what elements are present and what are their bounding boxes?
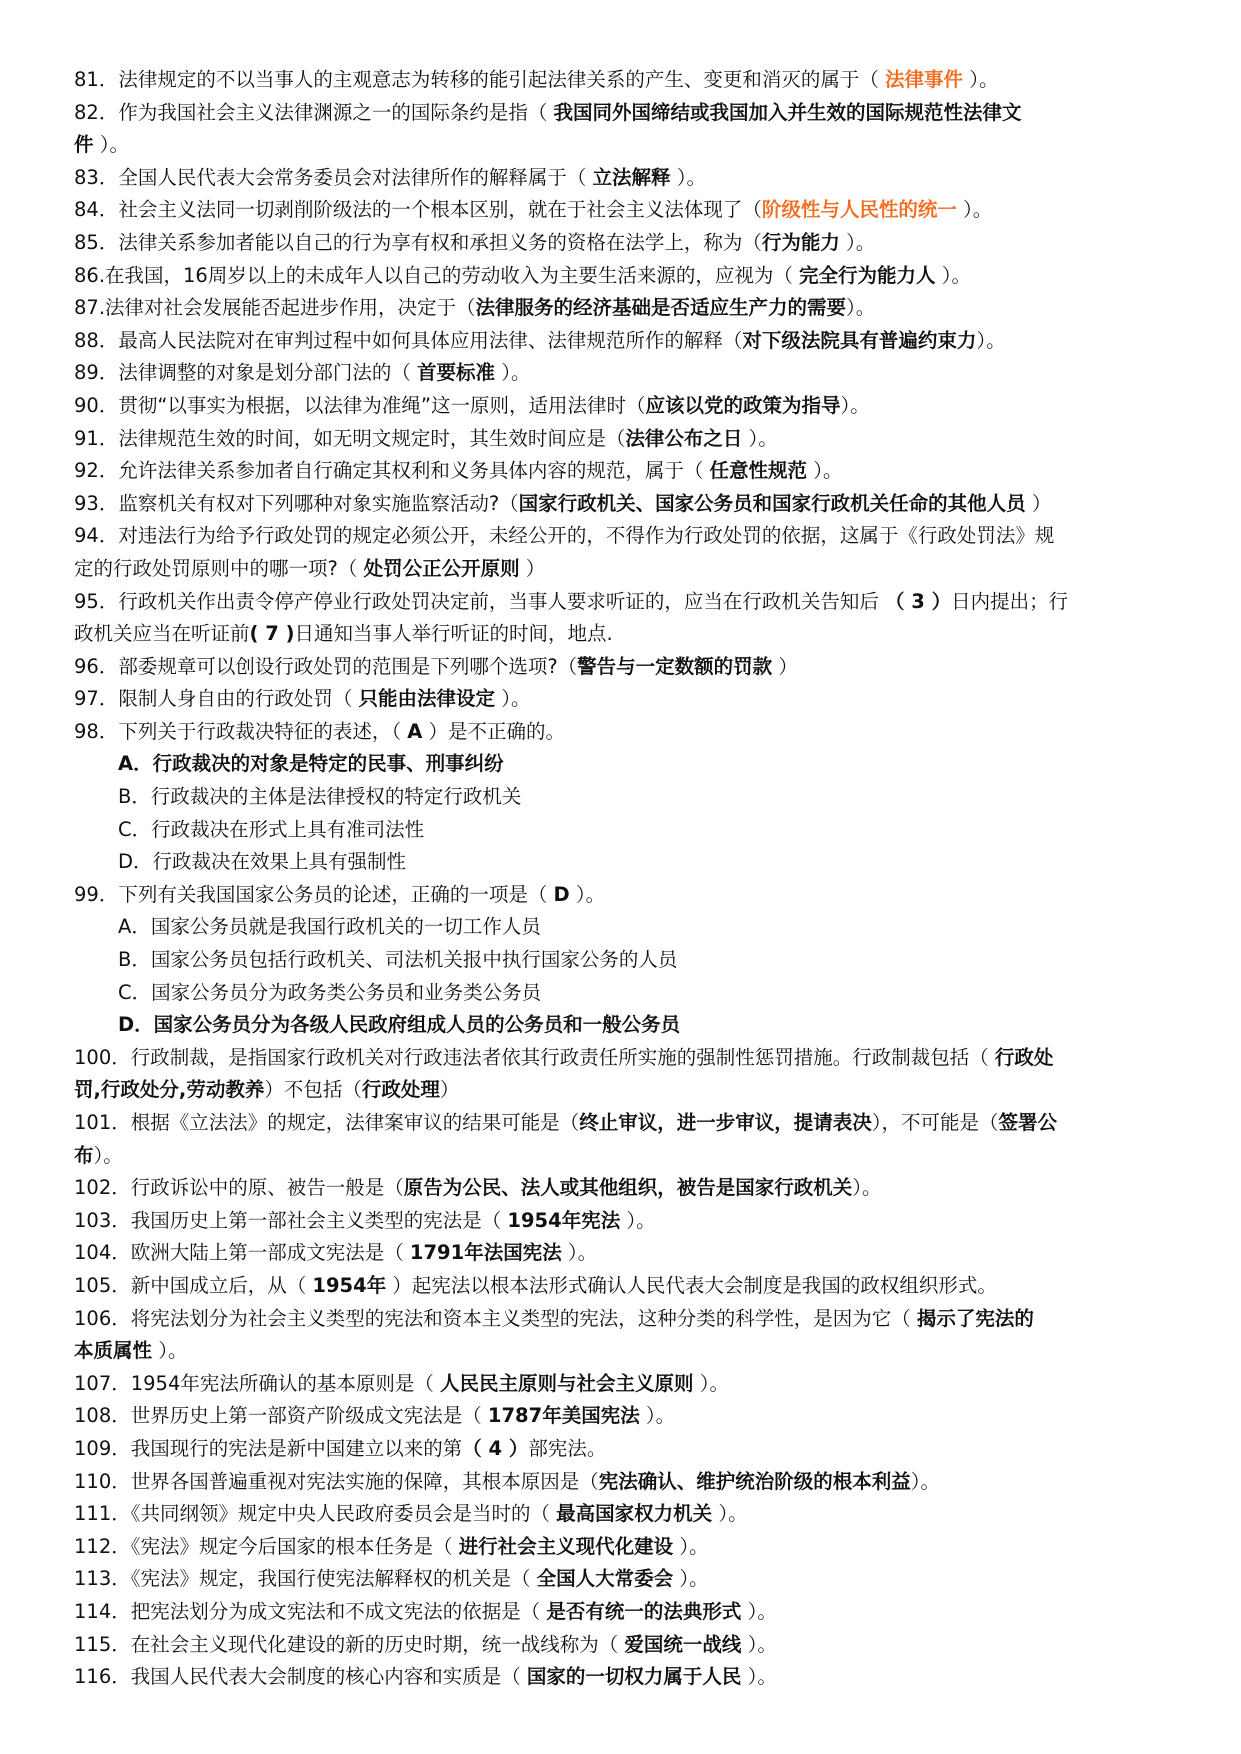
option-line: [74, 1009, 1179, 1042]
question-line: [74, 325, 1179, 358]
question-line: [74, 1531, 1179, 1564]
answer-text: 布: [74, 1143, 94, 1167]
question-text: 83．全国人民代表大会常务委员会对法律所作的解释属于（: [74, 165, 593, 189]
question-text: ）。: [673, 1534, 709, 1558]
question-line: [74, 1335, 1179, 1368]
answer-text: 只能由法律设定: [358, 687, 496, 711]
answer-text: 签署公: [998, 1111, 1058, 1134]
question-text: ）是不正确的。: [422, 719, 566, 743]
question-line: [74, 1140, 1179, 1173]
answer-text: 进行社会主义现代化建设: [458, 1534, 674, 1558]
answer-text: 1791年法国宪法: [409, 1241, 562, 1265]
question-line: [74, 1433, 1179, 1466]
question-text: 96．部委规章可以创设行政处罚的范围是下列哪个选项?（: [74, 654, 578, 678]
question-text: 110．世界各国普遍重视对宪法实施的保障，其根本原因是（: [74, 1469, 599, 1493]
question-text: ）。: [839, 230, 876, 254]
question-text: ）: [439, 1078, 460, 1102]
question-line: [74, 1074, 1179, 1107]
answer-text: 立法解释: [592, 165, 671, 189]
question-text: 107．1954年宪法所确认的基本原则是（: [74, 1371, 441, 1395]
question-text: ）不包括（: [264, 1078, 362, 1102]
question-line: [74, 1042, 1179, 1075]
question-text: ）。: [673, 1567, 709, 1591]
answer-text: 首要标准: [417, 361, 496, 385]
question-text: 政机关应当在听证前: [74, 622, 250, 646]
question-line: [74, 1303, 1179, 1336]
question-text: ）。: [639, 1404, 676, 1428]
question-line: [74, 1270, 1179, 1303]
question-text: 92．允许法律关系参加者自行确定其权利和义务具体内容的规范，属于（: [74, 459, 710, 483]
question-line: [74, 194, 1179, 227]
question-text: 99．下列有关我国国家公务员的论述，正确的一项是（: [74, 882, 554, 906]
question-text: D．行政裁决在效果上具有强制性: [118, 850, 407, 874]
question-text: 87.法律对社会发展能否起进步作用，决定于（: [74, 296, 476, 320]
answer-text: 完全行为能力人: [799, 263, 936, 287]
question-text: 部宪法。: [528, 1436, 607, 1460]
question-line: [74, 129, 1179, 162]
question-line: [74, 879, 1179, 912]
question-text: ）。: [495, 687, 531, 711]
answer-text: 我国同外国缔结或我国加入并生效的国际规范性法律文: [553, 100, 1022, 124]
option-line: [74, 944, 1179, 977]
question-text: ）。: [712, 1502, 748, 1526]
question-line: [74, 488, 1179, 521]
question-text: ）。: [620, 1208, 656, 1232]
answer-text: 对下级法院具有普遍约束力: [742, 328, 977, 352]
question-text: B．国家公务员包括行政机关、司法机关报中执行国家公务的人员: [118, 948, 678, 972]
question-text: 95．行政机关作出责令停产停业行政处罚决定前，当事人要求听证的，应当在行政机关告知后: [74, 589, 886, 613]
question-line: [74, 1205, 1179, 1238]
question-line: [74, 292, 1179, 325]
question-text: 115．在社会主义现代化建设的新的历史时期，统一战线称为（: [74, 1632, 625, 1656]
answer-text: D．国家公务员分为各级人民政府组成人员的公务员和一般公务员: [118, 1013, 681, 1037]
highlighted-answer-text: 法律事件: [885, 68, 964, 91]
question-text: ）。: [93, 1143, 123, 1167]
question-text: ）。: [963, 68, 999, 91]
question-text: 104．欧洲大陆上第一部成文宪法是（: [74, 1241, 410, 1265]
question-text: ）起宪法以根本法形式确认人民代表大会制度是我国的政权组织形式。: [386, 1273, 997, 1297]
option-line: [74, 748, 1179, 781]
answer-text: 行政处理: [361, 1078, 440, 1102]
question-line: [74, 586, 1179, 619]
answer-text: 处罚公正公开原则: [363, 556, 520, 580]
answer-text: 罚,行政处分,劳动教养: [74, 1078, 265, 1102]
question-text: 86.在我国，16周岁以上的未成年人以自己的劳动收入为主要生活来源的，应视为（: [74, 263, 800, 287]
question-text: 91．法律规范生效的时间，如无明文规定时，其生效时间应是（: [74, 426, 626, 450]
question-text: B．行政裁决的主体是法律授权的特定行政机关: [118, 785, 522, 809]
question-text: A．国家公务员就是我国行政机关的一切工作人员: [118, 915, 541, 939]
question-line: [74, 1629, 1179, 1662]
question-text: ）。: [561, 1241, 598, 1265]
answer-text: 应该以党的政策为指导: [645, 393, 841, 417]
question-text: 101．根据《立法法》的规定，法律案审议的结果可能是（: [74, 1111, 580, 1134]
question-text: 89．法律调整的对象是划分部门法的（: [74, 361, 418, 385]
question-text: 113．《宪法》规定，我国行使宪法解释权的机关是（: [74, 1567, 537, 1591]
question-text: 112．《宪法》规定今后国家的根本任务是（: [74, 1534, 459, 1558]
answer-text: 件: [74, 133, 94, 157]
answer-text: 原告为公民、法人或其他组织，被告是国家行政机关: [403, 1176, 853, 1200]
question-text: 日通知当事人举行听证的时间，地点.: [294, 622, 613, 646]
highlighted-answer-text: 阶级性与人民性的统一: [761, 198, 957, 222]
question-line: [74, 1237, 1179, 1270]
question-text: ）: [1025, 491, 1052, 515]
question-line: [74, 1596, 1179, 1629]
answer-text: A．行政裁决的对象是特定的民事、刑事纠纷: [118, 752, 504, 776]
question-line: [74, 618, 1179, 651]
question-line: [74, 683, 1179, 716]
option-line: [74, 977, 1179, 1010]
question-text: ）。: [807, 459, 843, 483]
answer-text: 全国人大常委会: [536, 1567, 674, 1591]
answer-text: 行政处: [994, 1045, 1054, 1069]
question-text: 109．我国现行的宪法是新中国建立以来的第: [74, 1436, 463, 1460]
question-text: 100．行政制裁，是指国家行政机关对行政违法者依其行政责任所实施的强制性惩罚措施。行政制裁包括（: [74, 1045, 995, 1069]
answer-text: 警告与一定数额的罚款: [577, 654, 773, 678]
question-text: 98．下列关于行政裁决特征的表述，（: [74, 719, 408, 743]
answer-text: 宪法确认、维护统治阶级的根本利益: [598, 1469, 911, 1493]
question-text: 84．社会主义法同一切剥削阶级法的一个根本区别，就在于社会主义法体现了（: [74, 198, 762, 222]
option-line: [74, 781, 1179, 814]
option-line: [74, 846, 1179, 879]
question-text: 81．法律规定的不以当事人的主观意志为转移的能引起法律关系的产生、变更和消灭的属于（: [74, 68, 886, 91]
answer-text: 爱国统一战线: [624, 1632, 742, 1656]
answer-text: D: [553, 882, 570, 906]
question-line: [74, 64, 1179, 97]
answer-text: 行为能力: [761, 230, 840, 254]
question-text: ）。: [852, 1176, 882, 1200]
question-text: 82．作为我国社会主义法律渊源之一的国际条约是指（: [74, 100, 554, 124]
answer-text: 1787年美国宪法: [487, 1404, 640, 1428]
question-text: 111．《共同纲领》规定中央人民政府委员会是当时的（: [74, 1502, 557, 1526]
question-text: 定的行政处罚原则中的哪一项?（: [74, 556, 364, 580]
question-text: 94．对违法行为给予行政处罚的规定必须公开，未经公开的，不得作为行政处罚的依据，这属于《行政处罚法》规: [74, 524, 1055, 548]
question-text: ）。: [741, 1632, 777, 1656]
question-line: [74, 1172, 1179, 1205]
question-text: ）。: [956, 198, 993, 222]
question-line: [74, 455, 1179, 488]
answer-text: 揭示了宪法的: [916, 1306, 1034, 1330]
question-line: [74, 651, 1179, 684]
question-line: [74, 97, 1179, 130]
question-text: 106．将宪法划分为社会主义类型的宪法和资本主义类型的宪法，这种分类的科学性，是因为它（: [74, 1306, 917, 1330]
question-text: 114．把宪法划分为成文宪法和不成文宪法的依据是（: [74, 1599, 547, 1623]
question-text: C．国家公务员分为政务类公务员和业务类公务员: [118, 980, 542, 1004]
question-text: 108．世界历史上第一部资产阶级成文宪法是（: [74, 1404, 488, 1428]
answer-text: 人民民主原则与社会主义原则: [440, 1371, 694, 1395]
option-line: [74, 814, 1179, 847]
question-text: ）。: [846, 296, 876, 320]
question-text: ）。: [742, 426, 778, 450]
question-line: [74, 260, 1179, 293]
question-text: ）。: [693, 1371, 730, 1395]
answer-text: （ 3 ）: [885, 589, 952, 613]
answer-text: 国家的一切权力属于人民: [526, 1665, 742, 1689]
question-line: [74, 357, 1179, 390]
question-text: ）。: [93, 133, 129, 157]
question-text: ）。: [569, 882, 606, 906]
question-line: [74, 390, 1179, 423]
question-text: 116．我国人民代表大会制度的核心内容和实质是（: [74, 1665, 527, 1689]
question-line: [74, 423, 1179, 456]
answer-text: 终止审议，进一步审议，提请表决: [579, 1111, 872, 1134]
question-text: 93．监察机关有权对下列哪种对象实施监察活动?（: [74, 491, 519, 515]
question-text: 102．行政诉讼中的原、被告一般是（: [74, 1176, 404, 1200]
question-line: [74, 1563, 1179, 1596]
answer-text: 法律服务的经济基础是否适应生产力的需要: [475, 296, 847, 320]
question-text: ）。: [910, 1469, 941, 1493]
question-text: ）: [772, 654, 798, 678]
question-line: [74, 1368, 1179, 1401]
answer-text: 本质属性: [74, 1339, 153, 1363]
option-line: [74, 911, 1179, 944]
question-text: ）。: [840, 393, 870, 417]
question-text: 103．我国历史上第一部社会主义类型的宪法是（: [74, 1208, 508, 1232]
question-line: [74, 716, 1179, 749]
answer-text: A: [407, 719, 423, 743]
question-line: [74, 162, 1179, 195]
question-text: ）。: [976, 328, 1006, 352]
question-text: ）。: [741, 1665, 777, 1689]
question-line: [74, 520, 1179, 553]
question-line: [74, 1498, 1179, 1531]
answer-text: ( 7 ): [249, 622, 295, 646]
question-text: 105．新中国成立后，从（: [74, 1273, 313, 1297]
answer-text: （ 4 ）: [462, 1436, 529, 1460]
answer-text: 最高国家权力机关: [556, 1502, 713, 1526]
question-text: 90．贯彻“以事实为根据，以法律为准绳”这一原则，适用法律时（: [74, 393, 646, 417]
document-page: [74, 64, 1179, 1694]
question-line: [74, 1400, 1179, 1433]
question-text: ）。: [935, 263, 971, 287]
answer-text: 国家行政机关、国家公务员和国家行政机关任命的其他人员: [518, 491, 1026, 515]
question-text: ）。: [495, 361, 531, 385]
answer-text: 1954年: [312, 1273, 387, 1297]
question-text: 85．法律关系参加者能以自己的行为享有权和承担义务的资格在法学上，称为（: [74, 230, 762, 254]
question-line: [74, 1661, 1179, 1694]
question-text: ），不可能是（: [871, 1111, 999, 1134]
question-text: C．行政裁决在形式上具有准司法性: [118, 817, 425, 841]
question-text: ）。: [670, 165, 706, 189]
question-line: [74, 227, 1179, 260]
question-text: 97．限制人身自由的行政处罚（: [74, 687, 359, 711]
question-line: [74, 553, 1179, 586]
question-text: ）。: [152, 1339, 188, 1363]
answer-text: 1954年宪法: [507, 1208, 621, 1232]
question-text: 88．最高人民法院对在审判过程中如何具体应用法律、法律规范所作的解释（: [74, 328, 743, 352]
answer-text: 任意性规范: [709, 459, 808, 483]
question-text: ）: [519, 556, 546, 580]
question-text: ）。: [741, 1599, 777, 1623]
question-line: [74, 1107, 1179, 1140]
question-text: 日内提出；行: [951, 589, 1069, 613]
answer-text: 法律公布之日: [625, 426, 743, 450]
answer-text: 是否有统一的法典形式: [546, 1599, 742, 1623]
question-line: [74, 1466, 1179, 1499]
